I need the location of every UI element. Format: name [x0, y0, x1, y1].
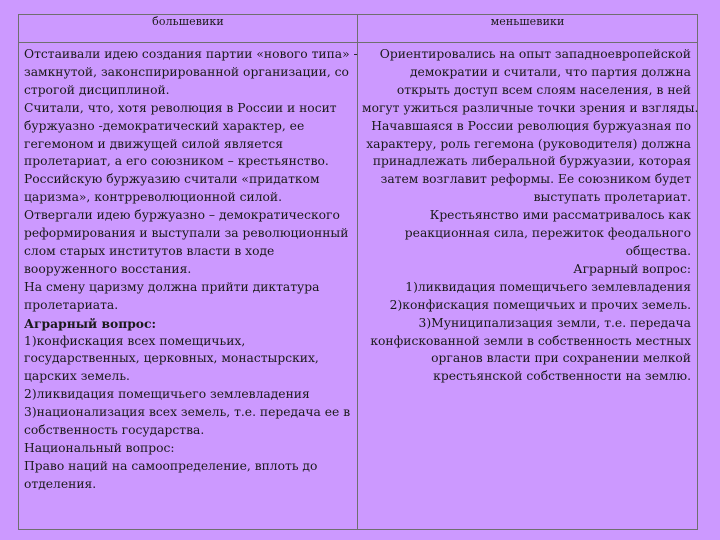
text-line: вооруженного восстания. — [24, 261, 192, 276]
text-line: реакционная сила, пережиток феодального — [404, 226, 691, 241]
text-line: Считали, что, хотя революция в России и носит — [24, 100, 337, 115]
comparison-table — [18, 14, 698, 530]
text-line: выступать пролетариат. — [533, 190, 691, 205]
text-line: гегемоном и движущей силой является — [24, 136, 284, 151]
text-line: конфискованной земли в собственность местных — [370, 333, 691, 348]
text-line: 3)национализация всех земель, т.е. передача ее в — [24, 405, 351, 420]
text-line: отделения. — [24, 476, 97, 491]
text-line: Российскую буржуазию считали «придатком — [24, 172, 320, 187]
text-line: пролетариата. — [24, 297, 119, 312]
text-line: собственность государства. — [24, 423, 205, 438]
text-line: Национальный вопрос: — [24, 440, 175, 455]
text-line: слом старых институтов власти в ходе — [24, 243, 275, 258]
text-line: крестьянской собственности на землю. — [433, 369, 691, 384]
mensheviks-text-cell — [358, 43, 698, 530]
header-mensheviks: меньшевики — [358, 15, 698, 43]
text-line: затем возглавит реформы. Ее союзником будет — [380, 172, 691, 187]
text-line: царизма», контрреволюционной силой. — [24, 190, 283, 205]
text-line: 1)конфискация всех помещичьих, — [24, 333, 246, 348]
content-row — [19, 43, 698, 530]
header-row — [19, 15, 698, 43]
text-line: государственных, церковных, монастырских, — [24, 351, 319, 366]
header-bolsheviks: большевики — [19, 15, 358, 43]
bolsheviks-text-cell — [19, 43, 358, 530]
text-line: Крестьянство ими рассматривалось как — [429, 208, 691, 223]
text-line: 2)ликвидация помещичьего землевладения — [24, 387, 310, 402]
text-line: На смену царизму должна прийти диктатура — [24, 279, 320, 294]
text-line: характеру, роль гегемона (руководителя) должна — [366, 136, 691, 151]
text-line: реформирования и выступали за революционный — [24, 226, 349, 241]
text-line: 2)конфискация помещичьих и прочих земель. — [389, 297, 691, 312]
text-line: общества. — [625, 243, 691, 258]
text-line: демократии и считали, что партия должна — [409, 64, 691, 79]
text-line: Ориентировались на опыт западноевропейской — [379, 47, 691, 61]
text-line: Аграрный вопрос: — [24, 315, 157, 331]
text-line: Начавшаяся в России революция буржуазная по — [371, 118, 691, 133]
text-line: пролетариат, а его союзником – крестьянство. — [24, 154, 329, 169]
text-line: строгой дисциплиной. — [24, 82, 170, 97]
text-line: замкнутой, законспирированной организации, со — [24, 64, 349, 79]
text-line: Аграрный вопрос: — [573, 261, 691, 276]
text-line: могут ужиться различные точки зрения и взгляды. — [362, 100, 699, 115]
text-line: открыть доступ всем слоям населения, в ней — [396, 82, 691, 97]
text-line: 3)Муниципализация земли, т.е. передача — [418, 315, 691, 330]
text-line: буржуазно -демократический характер, ее — [24, 118, 305, 133]
text-line: Отвергали идею буржуазно – демократического — [24, 208, 340, 223]
text-line: принадлежать либеральной буржуазии, которая — [372, 154, 691, 169]
text-line: Право наций на самоопределение, вплоть до — [24, 458, 318, 473]
text-line: царских земель. — [24, 369, 130, 384]
text-line: Отстаивали идею создания партии «нового типа» - — [24, 47, 358, 61]
text-line: 1)ликвидация помещичьего землевладения — [405, 279, 691, 294]
text-line: органов власти при сохранении мелкой — [431, 351, 691, 366]
